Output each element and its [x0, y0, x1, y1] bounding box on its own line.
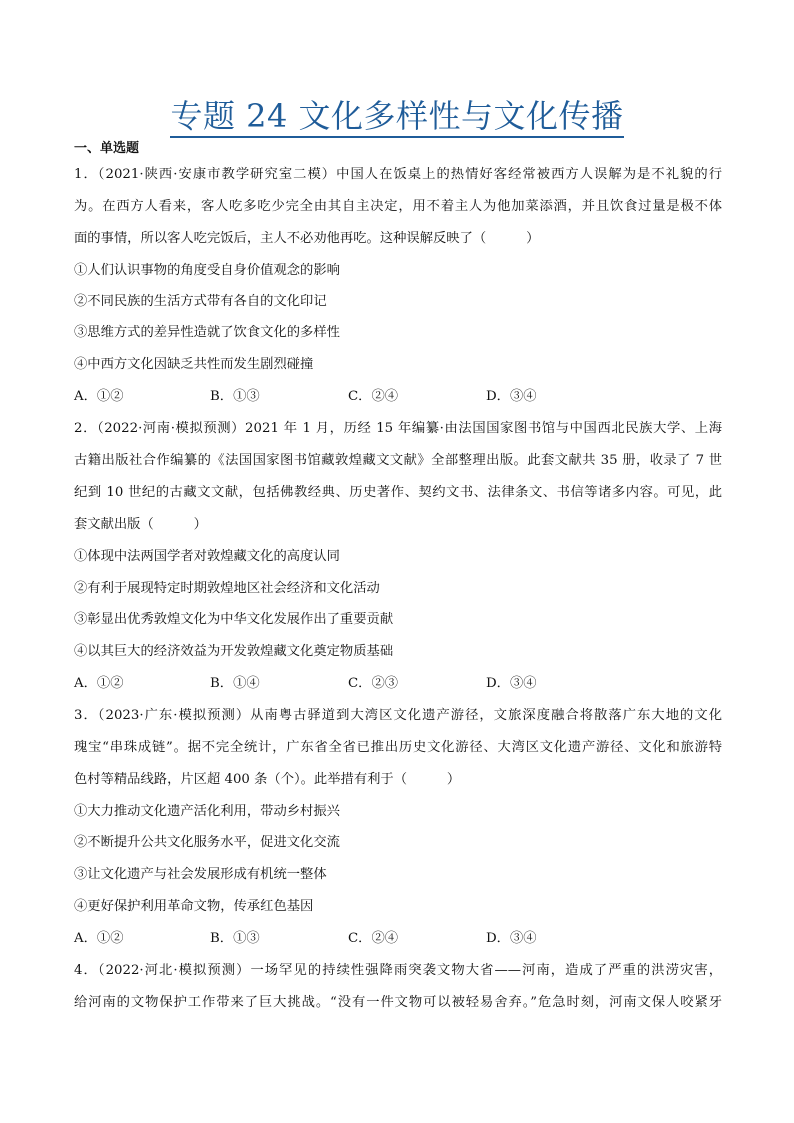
question-3-choice-1: ①大力推动文化遗产活化利用，带动乡村振兴 — [74, 804, 340, 819]
question-3-line-2: 瑰宝“串珠成链”。据不完全统计，广东省全省已推出历史文化游径、大湾区文化遗产游径、文化和旅游特 — [74, 740, 722, 755]
question-1-option-d: D．③④ — [486, 389, 537, 404]
question-2-line-4: 套文献出版（ ） — [74, 517, 207, 532]
question-3-choice-4: ④更好保护利用革命文物，传承红色基因 — [74, 899, 314, 914]
question-2-line-1: 2．（2022·河南·模拟预测）2021 年 1 月，历经 15 年编纂·由法国国家图书馆与中国西北民族大学、上海 — [74, 421, 722, 436]
question-1-line-2: 为。在西方人看来，客人吃多吃少完全由其自主决定，用不着主人为他加菜添酒，并且饮食过量是极不体 — [74, 199, 722, 214]
question-2-choice-1: ①体现中法两国学者对敦煌藏文化的高度认同 — [74, 549, 340, 564]
question-3-options — [74, 929, 722, 949]
question-1-line-1: 1．（2021·陕西·安康市教学研究室二模）中国人在饭桌上的热情好客经常被西方人误解为是不礼貌的行 — [74, 167, 722, 182]
question-2-option-b: B．①④ — [210, 676, 260, 691]
question-3-line-1: 3．（2023·广东·模拟预测）从南粤古驿道到大湾区文化遗产游径，文旅深度融合将散落广东大地的文化 — [74, 708, 722, 723]
question-1-options — [74, 387, 722, 407]
question-2-choice-2: ②有利于展现特定时期敦煌地区社会经济和文化活动 — [74, 581, 380, 596]
question-2-option-d: D．③④ — [486, 676, 537, 691]
question-3-choice-2: ②不断提升公共文化服务水平，促进文化交流 — [74, 835, 340, 850]
question-1-option-a: A．①② — [74, 389, 124, 404]
question-2-choice-3: ③彰显出优秀敦煌文化为中华文化发展作出了重要贡献 — [74, 612, 394, 627]
question-3-line-3: 色村等精品线路，片区超 400 条（个）。此举措有利于（ ） — [74, 772, 461, 787]
question-2-option-a: A．①② — [74, 676, 124, 691]
question-2-line-2: 古籍出版社合作编纂的《法国国家图书馆藏敦煌藏文文献》全部整理出版。此套文献共 35 册，收录了 7 世 — [74, 453, 722, 468]
question-3-option-d: D．③④ — [486, 931, 537, 946]
question-3-option-a: A．①② — [74, 931, 124, 946]
question-2-options — [74, 674, 722, 694]
question-1-line-3: 面的事情，所以客人吃完饭后，主人不必劝他再吃。这种误解反映了（ ） — [74, 231, 540, 246]
question-1-option-b: B．①③ — [210, 389, 260, 404]
question-3-option-b: B．①③ — [210, 931, 260, 946]
question-3-option-c: C．②④ — [348, 931, 399, 946]
question-1-choice-4: ④中西方文化因缺乏共性而发生剧烈碰撞 — [74, 357, 314, 372]
section-heading: 一、单选题 — [74, 141, 140, 156]
question-2-line-3: 纪到 10 世纪的古藏文文献，包括佛教经典、历史著作、契约文书、法律条文、书信等诸多内容。可见，此 — [74, 485, 722, 500]
question-3-choice-3: ③让文化遗产与社会发展形成有机统一整体 — [74, 867, 327, 882]
question-1-choice-2: ②不同民族的生活方式带有各自的文化印记 — [74, 294, 327, 309]
question-2-choice-4: ④以其巨大的经济效益为开发敦煌藏文化奠定物质基础 — [74, 644, 394, 659]
question-2-option-c: C．②③ — [348, 676, 399, 691]
document-title — [0, 96, 794, 136]
question-4-line-1: 4．（2022·河北·模拟预测）一场罕见的持续性强降雨突袭文物大省——河南，造成了严重的洪涝灾害， — [74, 963, 722, 978]
question-1-choice-3: ③思维方式的差异性造就了饮食文化的多样性 — [74, 325, 340, 340]
question-4-line-2: 给河南的文物保护工作带来了巨大挑战。“没有一件文物可以被轻易舍弃。”危急时刻，河南文保人咬紧牙 — [74, 995, 722, 1010]
question-1-option-c: C．②④ — [348, 389, 399, 404]
question-1-choice-1: ①人们认识事物的角度受自身价值观念的影响 — [74, 263, 340, 278]
document-title-text: 专题 24 文化多样性与文化传播 — [170, 97, 623, 138]
